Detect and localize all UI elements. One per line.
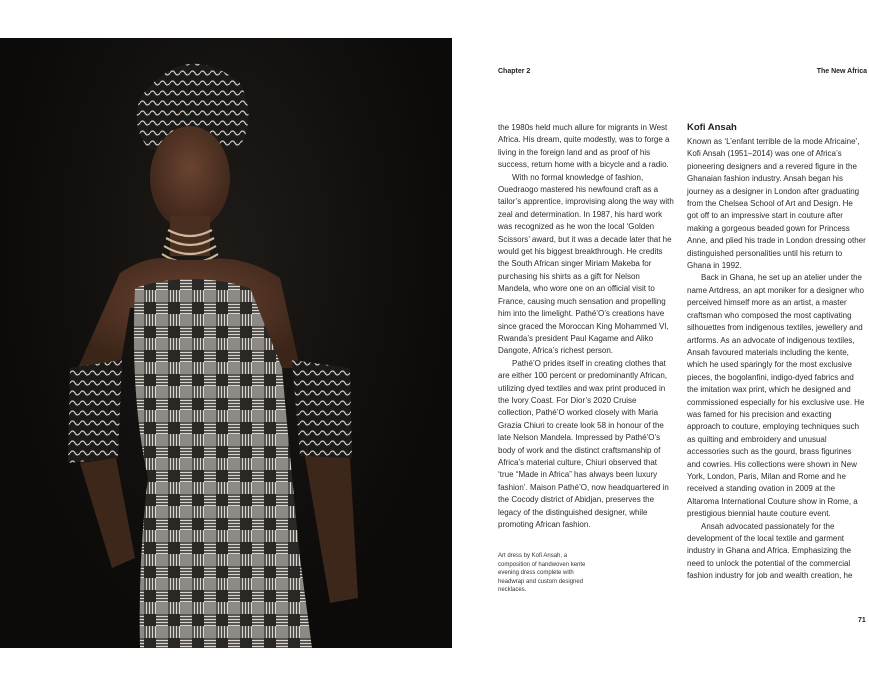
model-illustration <box>0 38 452 648</box>
paragraph: Known as ‘L’enfant terrible de la mode Africaine’, Kofi Ansah (1951–2014) was one of Africa’s pioneering designers and a revered figure in the Ghanaian fashion industry. Ansah began his journey as a designer in London after graduating from the Chelsea School of Art and Design. He got off to an impressive start in couture after making a gorgeous beaded gown for Princess Anne, and plied his trade in London dressing other distinguished personalities until his return to Ghana in 1992. <box>687 137 866 271</box>
photo-caption: Art dress by Kofi Ansah, a composition of handwoven kente evening dress complete with headwrap and custom designed necklaces. <box>498 553 586 594</box>
paragraph: the 1980s held much allure for migrants in West Africa. His dream, quite modestly, was to forge a living in the foreign land and as proof of his success, return home with a bicycle and a radio. <box>498 123 670 170</box>
paragraph: With no formal knowledge of fashion, Ouedraogo mastered his newfound craft as a tailor’s apprentice, improvising along the way with zeal and determination. In 1987, his hard work was recognized as he won the local ‘Golden Scissors’ award, but it was a decade later that he would get his biggest breakthrough. He credits the South African singer Miriam Makeba for purchasing his shirts as a gift for Nelson Mandela, who wore one on an official visit to France, causing much sensation and propelling him into the limelight. Pathé’O’s creations have since graced the Moroccan King Mohammed VI, Rwanda’s president Paul Kagame and Aliko Dangote, Africa’s richest person. <box>498 172 674 356</box>
paragraph: Ansah advocated passionately for the development of the local textile and garment industry in Ghana and Africa. Emphasizing the need to unlock the potential of the commercial fashion industry for job and wealth creation, he <box>687 521 853 581</box>
section-heading: Kofi Ansah <box>687 122 737 133</box>
text-column-1 <box>498 122 674 531</box>
paragraph: Pathé’O prides itself in creating clothes that are either 100 percent or predominantly African, utilizing dyed textiles and wax print produced in the Ivory Coast. For Dior’s 2020 Cruise collection, Pathé’O worked closely with Maria Grazia Chiuri to create look 58 in honour of the late Nelson Mandela. Impressed by Pathé’O’s body of work and the distinct craftsmanship of Africa’s material culture, Chiuri observed that ‘true “Made in Africa” has always been luxury fashion’. Maison Pathé’O, now headquartered in the Cocody district of Abidjan, preserves the legacy of the distinguished designer, while promoting African fashion. <box>498 358 669 529</box>
section-title: The New Africa <box>816 68 867 75</box>
text-column-2 <box>687 122 866 583</box>
page-number: 71 <box>858 617 866 624</box>
paragraph: Back in Ghana, he set up an atelier under the name Artdress, an apt moniker for a designer who perceived himself more as an artist, a master craftsman who composed the most captivating silhouettes from indigenous textiles, jewellery and artforms. As an advocate of indigenous textiles, Ansah favoured materials including the kente, which he used sparingly for the most exclusive pieces, the bogolanfini, indigo-dyed fabrics and the imitation wax print, which he designed and commissioned especially for his exclusive use. He was famed for his precision and exacting approach to couture, employing techniques such as quilting and embroidery and unusual accessories such as the gourd, brass figurines and cowries. His collections were shown in New York, London, Paris, Milan and Rome and he received a standing ovation in 2009 at the Altaroma International Couture show in Rome, a prestigious biennial haute couture event. <box>687 273 865 519</box>
fashion-model-photo <box>0 38 452 648</box>
chapter-label: Chapter 2 <box>498 68 531 75</box>
